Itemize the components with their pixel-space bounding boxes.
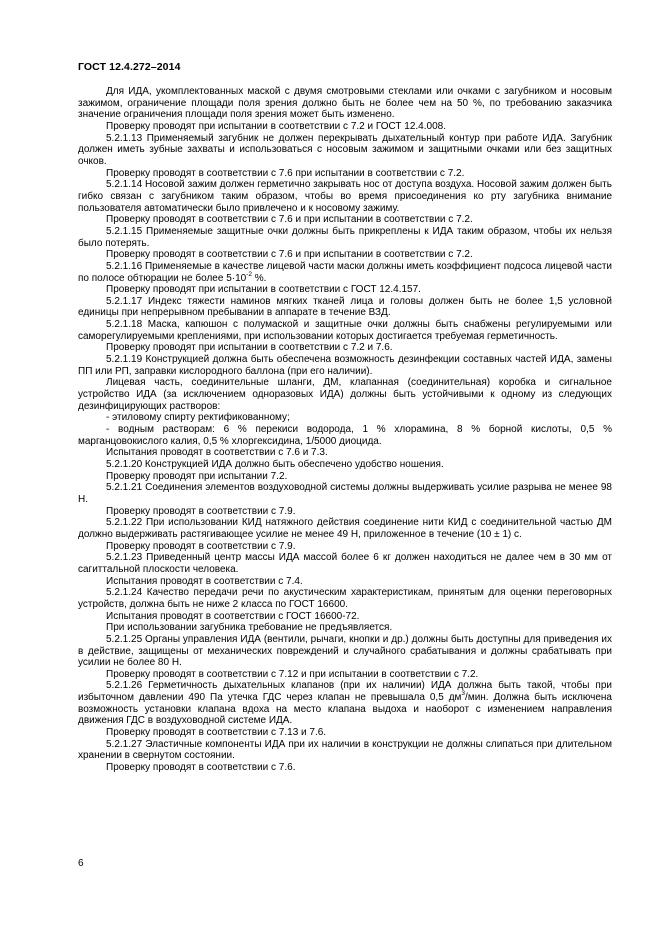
- paragraph: 5.2.1.20 Конструкцией ИДА должно быть обеспечено удобство ношения.: [106, 459, 444, 470]
- document-body: [78, 86, 612, 774]
- document-header: ГОСТ 12.4.272–2014: [78, 61, 181, 73]
- paragraph: 5.2.1.27 Эластичные компоненты ИДА при их наличии в конструкции не должны слипаться при длительном хранении в свернутом состоянии.: [78, 738, 612, 762]
- paragraph-text: 5.2.1.26 Герметичность дыхательных клапанов (при их наличии) ИДА должна быть такой, чтобы при избыточном давлении 490 Па утечка ГДС через клапан не превышала 0,5 дм: [78, 680, 612, 704]
- paragraph: [78, 261, 612, 284]
- paragraph: 5.2.1.17 Индекс тяжести наминов мягких тканей лица и головы должен быть не более 1,5 условной единицы при непрерывном пребывании в аппарате в течение ВЗД.: [78, 295, 612, 319]
- paragraph: Испытания проводят в соответствии с 7.6 и 7.3.: [106, 447, 328, 459]
- paragraph: 5.2.1.13 Применяемый загубник не должен перекрывать дыхательный контур при работе ИДА. Загубник должен иметь зубные захваты и использоваться с носовым зажимом и защитными очками или без защитных очков.: [78, 132, 612, 167]
- paragraph: Проверку проводят в соответствии с 7.12 и при испытании в соответствии с 7.2.: [106, 668, 479, 680]
- paragraph: Проверку проводят в соответствии с 7.6.: [106, 762, 296, 774]
- paragraph: Проверку проводят при испытании в соответствии с ГОСТ 12.4.157.: [106, 284, 421, 296]
- paragraph: Проверку проводят в соответствии с 7.6 при испытании в соответствии с 7.2.: [106, 167, 465, 179]
- paragraph: Испытания проводят в соответствии с ГОСТ 16600-72.: [106, 610, 360, 622]
- superscript: 3: [461, 690, 466, 698]
- paragraph: 5.2.1.21 Соединения элементов воздуховодной системы должны выдерживать усилие разрыва не менее 98 Н.: [78, 482, 612, 505]
- paragraph: - этиловому спирту ректификованному;: [106, 412, 290, 424]
- superscript: -2: [246, 270, 252, 278]
- paragraph: Проверку проводят в соответствии с 7.6 и при испытании в соответствии с 7.2.: [106, 249, 473, 261]
- paragraph: [78, 680, 612, 727]
- paragraph: Проверку проводят при испытании 7.2.: [106, 470, 288, 482]
- paragraph-text: /мин. Должна быть исключена возможность установки клапана вдоха на место клапана выдоха и наоборот с изменением направления движения ГДС в воздуховодной системе ИДА.: [78, 692, 612, 727]
- paragraph: 5.2.1.24 Качество передачи речи по акустическим характеристикам, принятым для оценки переговорных устройств, должна быть не ниже 2 класса по ГОСТ 16600.: [78, 587, 612, 610]
- paragraph: Проверку проводят в соответствии с 7.9.: [106, 540, 296, 552]
- paragraph: 5.2.1.14 Носовой зажим должен герметично закрывать нос от доступа воздуха. Носовой зажим должен быть гибко связан с загубником таким образом, чтобы во время присоединения ко рту загубника внимание пользователя автоматически было привлечено и к носовому зажиму.: [78, 179, 612, 214]
- paragraph: Проверку проводят при испытании в соответствии с 7.2 и 7.6.: [106, 342, 393, 354]
- paragraph-text: %.: [252, 272, 267, 284]
- paragraph: При использовании загубника требование не предъявляется.: [106, 622, 393, 634]
- paragraph: 5.2.1.23 Приведенный центр массы ИДА массой более 6 кг должен находиться не далее чем в 30 мм от сагиттальной плоскости человека.: [78, 552, 612, 575]
- paragraph-text: 5.2.1.16 Применяемые в качестве лицевой части маски должны иметь коэффициент подсоса лицевой части по полосе обтюрации не более 5·10: [78, 260, 612, 284]
- paragraph: Испытания проводят в соответствии с 7.4.: [106, 575, 303, 587]
- paragraph: Лицевая часть, соединительные шланги, ДМ, клапанная (соединительная) коробка и сигнальное устройство ИДА (за исключением одноразовых ИДА) должны быть устойчивыми к одному из следующих дезинфицирующих растворов:: [78, 377, 612, 412]
- page-number: 6: [78, 858, 84, 869]
- paragraph: 5.2.1.18 Маска, капюшон с полумаской и защитные очки должны быть снабжены регулируемыми или саморегулируемыми креплениями, при использовании которых достигается требуемая герметичность.: [78, 319, 612, 342]
- paragraph: 5.2.1.25 Органы управления ИДА (вентили, рычаги, кнопки и др.) должны быть доступны для приведения их в действие, защищены от механических повреждений и случайного срабатывания и должны срабатывать при усилии не более 80 Н.: [78, 633, 612, 669]
- paragraph: Проверку проводят при испытании в соответствии с 7.2 и ГОСТ 12.4.008.: [106, 120, 446, 132]
- paragraph: Проверку проводят в соответствии с 7.9.: [106, 505, 296, 517]
- paragraph: Проверку проводят в соответствии с 7.6 и при испытании в соответствии с 7.2.: [106, 214, 473, 226]
- paragraph: Проверку проводят в соответствии с 7.13 и 7.6.: [106, 727, 327, 739]
- paragraph: 5.2.1.15 Применяемые защитные очки должны быть прикреплены к ИДА таким образом, чтобы их нельзя было потерять.: [78, 225, 612, 249]
- paragraph: 5.2.1.22 При использовании КИД натяжного действия соединение нити КИД с соединительной частью ДМ должно выдерживать растягивающее усилие не менее 49 Н, приложенное в течение (10 ± 1) с.: [78, 517, 612, 540]
- paragraph: - водным растворам: 6 % перекиси водорода, 1 % хлорамина, 8 % борной кислоты, 0,5 % марганцовокислого калия, 0,5 % хлоргексидина, 1/5000 диоцида.: [78, 424, 612, 447]
- paragraph: Для ИДА, укомплектованных маской с двумя смотровыми стеклами или очками с загубником и носовым зажимом, ограничение площади поля зрения должно быть не более чем на 50 %, по требованию заказчика значение ограничения площади поля зрения может быть изменено.: [78, 86, 612, 121]
- paragraph: 5.2.1.19 Конструкцией должна быть обеспечена возможность дезинфекции составных частей ИДА, замены ПП или РП, заправки кислородного баллона (при его наличии).: [78, 354, 612, 377]
